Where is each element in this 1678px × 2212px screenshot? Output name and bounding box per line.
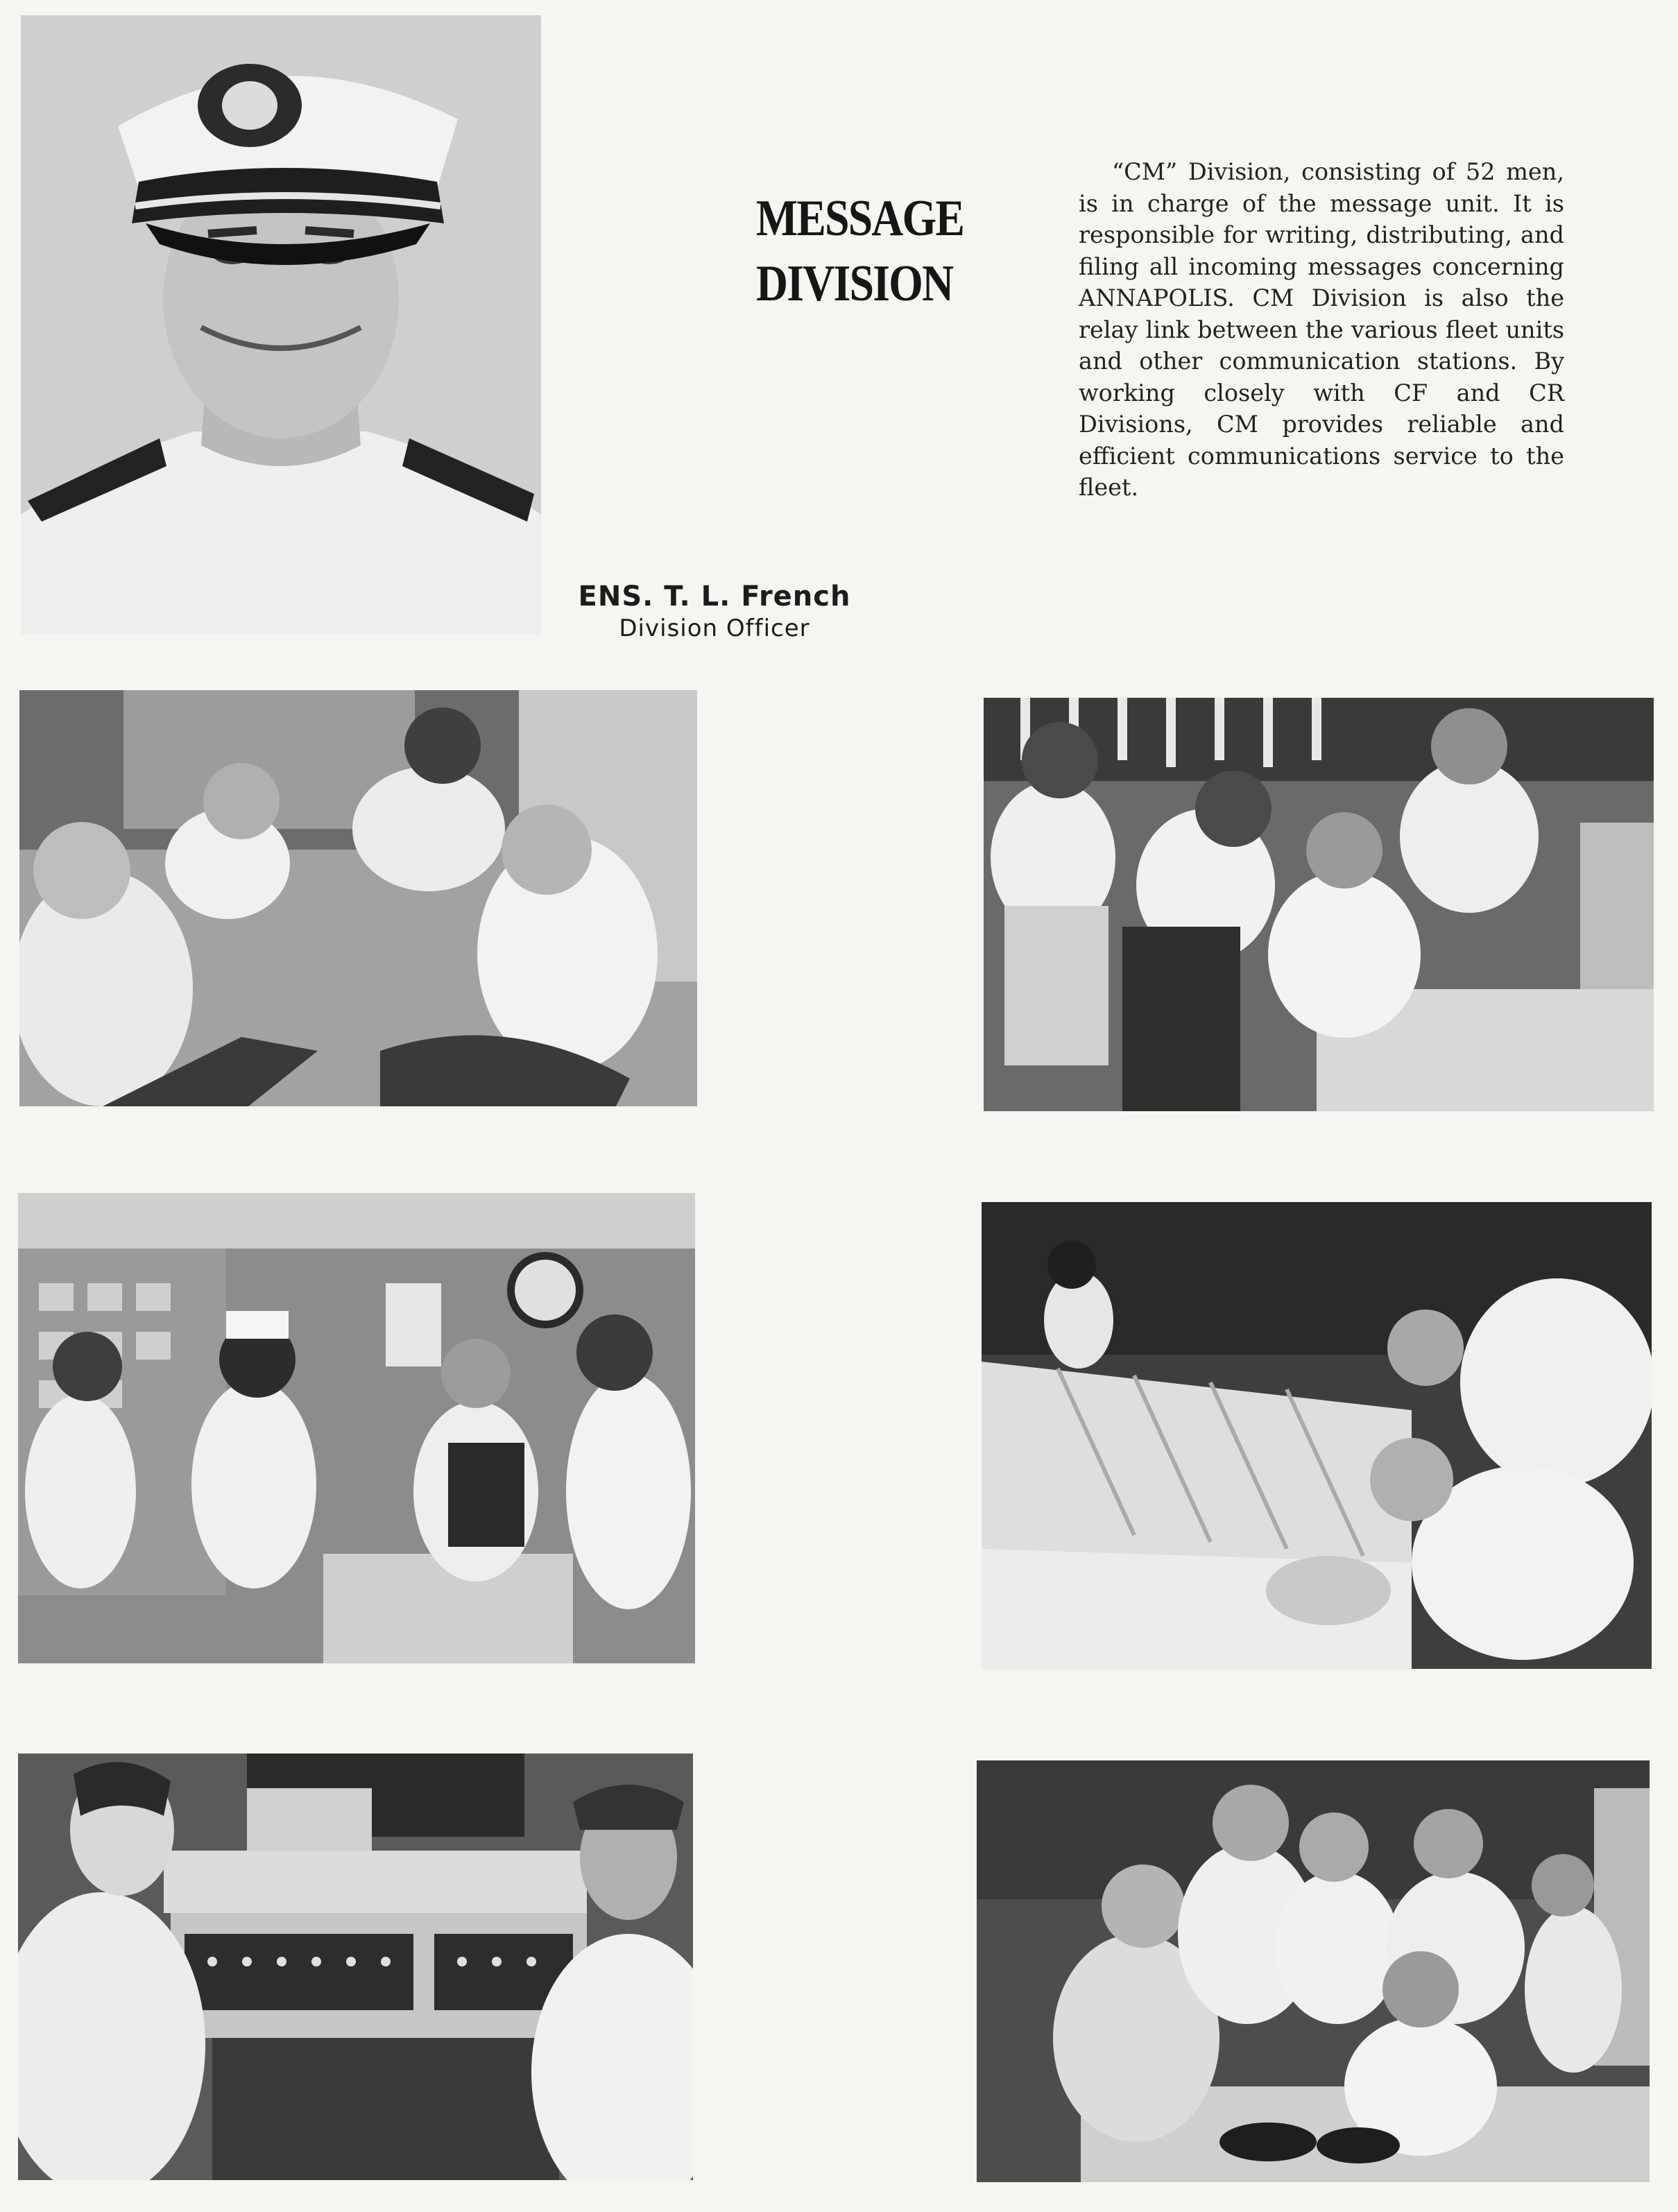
photo-message-room-clock bbox=[18, 1193, 695, 1663]
officer-title: Division Officer bbox=[619, 615, 810, 642]
photo-message-desk bbox=[984, 698, 1654, 1111]
officer-name: ENS. T. L. French bbox=[578, 581, 851, 612]
title-line-2: DIVISION bbox=[756, 255, 953, 312]
photo-teletype-equipment bbox=[18, 1754, 693, 2180]
division-description: “CM” Division, consisting of 52 men, is in charge of the message unit. It is responsible for writing, distributing, and filing all incoming messages concerning ANNAPOLIS. CM Division is also the relay link between the various fleet units and other communication stations. By working closely with CF and CR Divisions, CM provides reliable and efficient communications service to the fleet. bbox=[1079, 158, 1564, 501]
title-line-1: MESSAGE bbox=[756, 190, 964, 247]
division-officer-portrait bbox=[21, 15, 541, 635]
photo-group-table bbox=[977, 1760, 1650, 2182]
photo-card-game bbox=[19, 690, 697, 1106]
page-title bbox=[756, 186, 971, 316]
photo-sorting-racks bbox=[982, 1202, 1652, 1669]
officer-caption bbox=[548, 579, 881, 643]
